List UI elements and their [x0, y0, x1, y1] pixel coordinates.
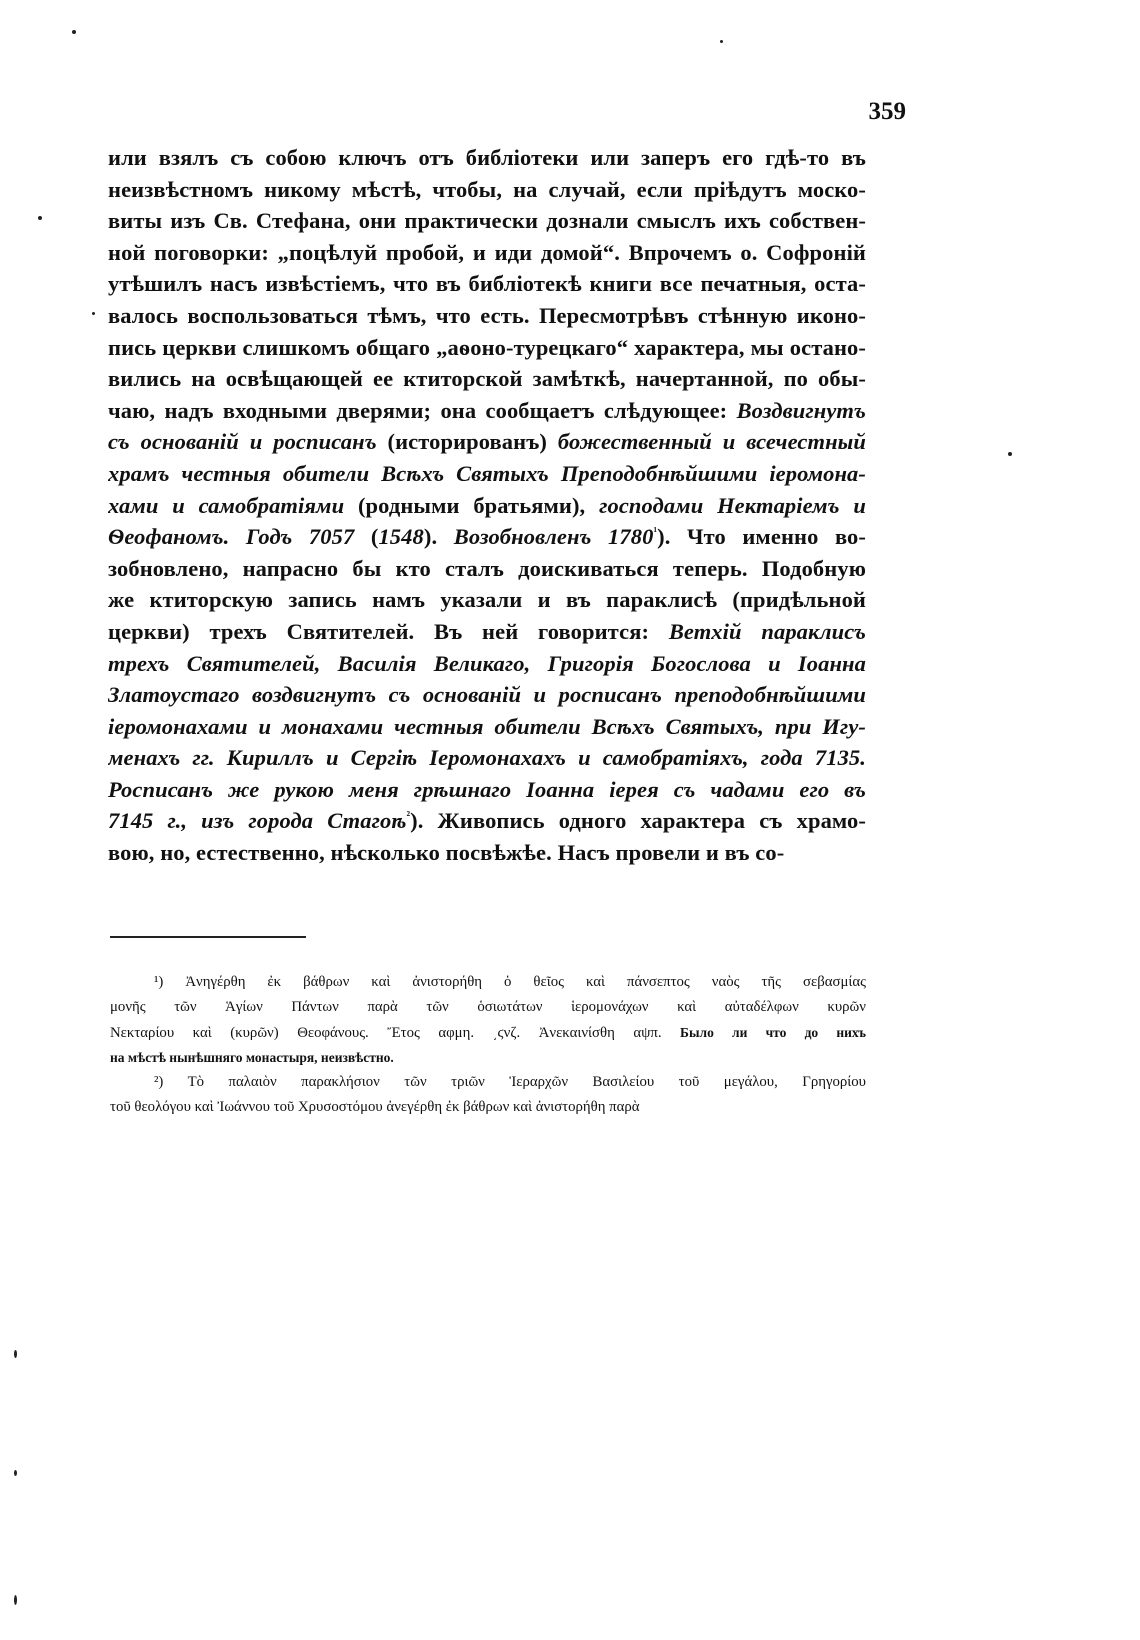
scan-speck [1008, 452, 1012, 456]
text-run: виты изъ Св. Стефана, они практически дознали смыслъ ихъ собствен- [108, 208, 866, 234]
text-run: Ѳеофаномъ. Годъ 7057 [108, 524, 355, 550]
text-line [108, 648, 866, 680]
footnote-ref: ¹ [653, 524, 658, 539]
text-line [108, 426, 866, 458]
footnote-line [110, 1070, 866, 1095]
footnote-run: Νεκταρίου καὶ (κυρῶν) Θεοφάνους. Ἔτος αφμη. ͵ϛνζ. Ἀνεκαινίσθη αψπ. [110, 1025, 681, 1041]
text-line [108, 174, 866, 206]
text-line [108, 237, 866, 269]
scan-speck [14, 1350, 17, 1358]
scan-speck [720, 40, 723, 43]
footnote-line [110, 995, 866, 1020]
text-line [108, 458, 866, 490]
text-line [108, 490, 866, 522]
scan-speck [72, 30, 76, 34]
text-run: съ основаній и росписанъ [108, 429, 377, 455]
text-run: Ветхій параклисъ [668, 618, 866, 644]
footnotes [110, 970, 866, 1120]
scan-speck [14, 1470, 17, 1476]
text-run: іеромонахами и монахами честныя обители Всѣхъ Святыхъ, при Игу- [108, 713, 866, 739]
scan-speck [14, 1595, 17, 1605]
text-run: валось воспользоваться тѣмъ, что есть. Пересмотрѣвъ стѣнную иконо- [108, 302, 866, 328]
text-run: чаю, надъ входными дверями; она сообщаетъ слѣдующее: [108, 397, 737, 423]
text-run: церкви) трехъ Святителей. Въ ней говорится: [108, 618, 669, 644]
footnote-divider [110, 936, 306, 938]
text-line [108, 679, 866, 711]
text-line [108, 616, 866, 648]
text-run: ). Что именно во- [657, 524, 866, 550]
text-run: ). [423, 524, 454, 550]
text-run: вою, но, естественно, нѣсколько посвѣжѣе. Насъ провели и въ со- [108, 840, 785, 866]
text-run: трехъ Святителей, Василія Великаго, Григорія Богослова и Іоанна [108, 650, 866, 676]
text-line [108, 395, 866, 427]
text-run: господами Нектаріемъ и [599, 492, 866, 518]
footnote-run: на мѣстѣ нынѣшняго монастыря, неизвѣстно. [110, 1050, 394, 1065]
text-line [108, 300, 866, 332]
footnote-line [110, 1045, 866, 1070]
text-run: 7145 г., изъ города Стагоѣ [108, 808, 407, 834]
footnote-run: τοῦ θεολόγου καὶ Ἰωάννου τοῦ Χρυσοστόμου ἀνεγέρθη ἐκ βάθρων καὶ ἀνιστορήθη παρὰ [110, 1099, 640, 1115]
footnote-run: ¹) Ἀνηγέρθη ἐκ βάθρων καὶ ἀνιστορήθη ὁ θεῖος καὶ πάνσεπτος ναὸς τῆς σεβασμίας [154, 974, 866, 990]
page-number: 359 [868, 98, 906, 125]
text-line [108, 205, 866, 237]
footnote-line [110, 1020, 866, 1045]
text-run: (исторированъ) [376, 429, 558, 455]
text-line [108, 774, 866, 806]
text-run: ной поговорки: „поцѣлуй пробой, и иди домой“. Впрочемъ о. Софроній [108, 239, 866, 265]
text-line [108, 521, 866, 553]
text-line [108, 268, 866, 300]
footnote-ref: ² [406, 808, 411, 823]
scan-speck [38, 216, 42, 220]
text-run: ). Живопись одного характера съ храмо- [410, 808, 866, 834]
text-run: или взялъ съ собою ключъ отъ библіотеки или заперъ его гдѣ-то въ [108, 145, 866, 170]
text-line [108, 363, 866, 395]
main-text [108, 142, 866, 869]
text-run: 1548 [378, 524, 424, 550]
text-run: Воздвигнутъ [736, 397, 866, 423]
footnote-line [110, 1095, 866, 1120]
text-run: (родными братьями), [344, 492, 600, 518]
text-run: храмъ честныя обители Всѣхъ Святыхъ Преподобнѣйшими іеромона- [108, 460, 866, 486]
text-run: ( [354, 524, 379, 550]
footnote-run: Было ли что до нихъ [680, 1025, 866, 1040]
text-run: же ктиторскую запись намъ указали и въ параклисѣ (придѣльной [108, 587, 866, 613]
text-run: божественный и всечестный [557, 429, 866, 455]
text-line [108, 805, 866, 837]
text-line [108, 742, 866, 774]
text-run: вились на освѣщающей ее ктиторской замѣткѣ, начертанной, по обы- [108, 366, 866, 392]
text-run: Росписанъ же рукою меня грѣшнаго Іоанна іерея съ чадами его въ [108, 776, 866, 802]
scan-speck [92, 312, 95, 315]
text-run: пись церкви слишкомъ общаго „аѳоно-турецкаго“ характера, мы остано- [108, 334, 866, 360]
text-run: Златоустаго воздвигнутъ съ основаній и росписанъ преподобнѣйшими [108, 682, 866, 708]
text-run: зобновлено, напрасно бы кто сталъ доискиваться теперь. Подобную [108, 555, 866, 581]
text-line [108, 711, 866, 743]
text-line [108, 553, 866, 585]
text-line [108, 837, 866, 869]
footnote-run: ²) Τὸ παλαιὸν παρακλήσιον τῶν τριῶν Ἱεραρχῶν Βασιλείου τοῦ μεγάλου, Γρηγορίου [154, 1074, 866, 1090]
text-run: менахъ гг. Кириллъ и Сергіѣ Іеромонахахъ и самобратіяхъ, года 7135. [108, 745, 866, 771]
text-line [108, 584, 866, 616]
text-line [108, 332, 866, 364]
text-run: хами и самобратіями [108, 492, 345, 518]
text-line [108, 142, 866, 174]
footnote-run: μονῆς τῶν Ἁγίων Πάντων παρὰ τῶν ὁσιωτάτων ἱερομονάχων καὶ αὐταδέλφων κυρῶν [110, 999, 866, 1015]
text-run: утѣшилъ насъ извѣстіемъ, что въ библіотекѣ книги все печатныя, оста- [108, 271, 866, 297]
text-run: неизвѣстномъ никому мѣстѣ, чтобы, на случай, если пріѣдутъ моско- [108, 176, 866, 202]
footnote-line [110, 970, 866, 995]
text-run: Возобновленъ 1780 [453, 524, 654, 550]
